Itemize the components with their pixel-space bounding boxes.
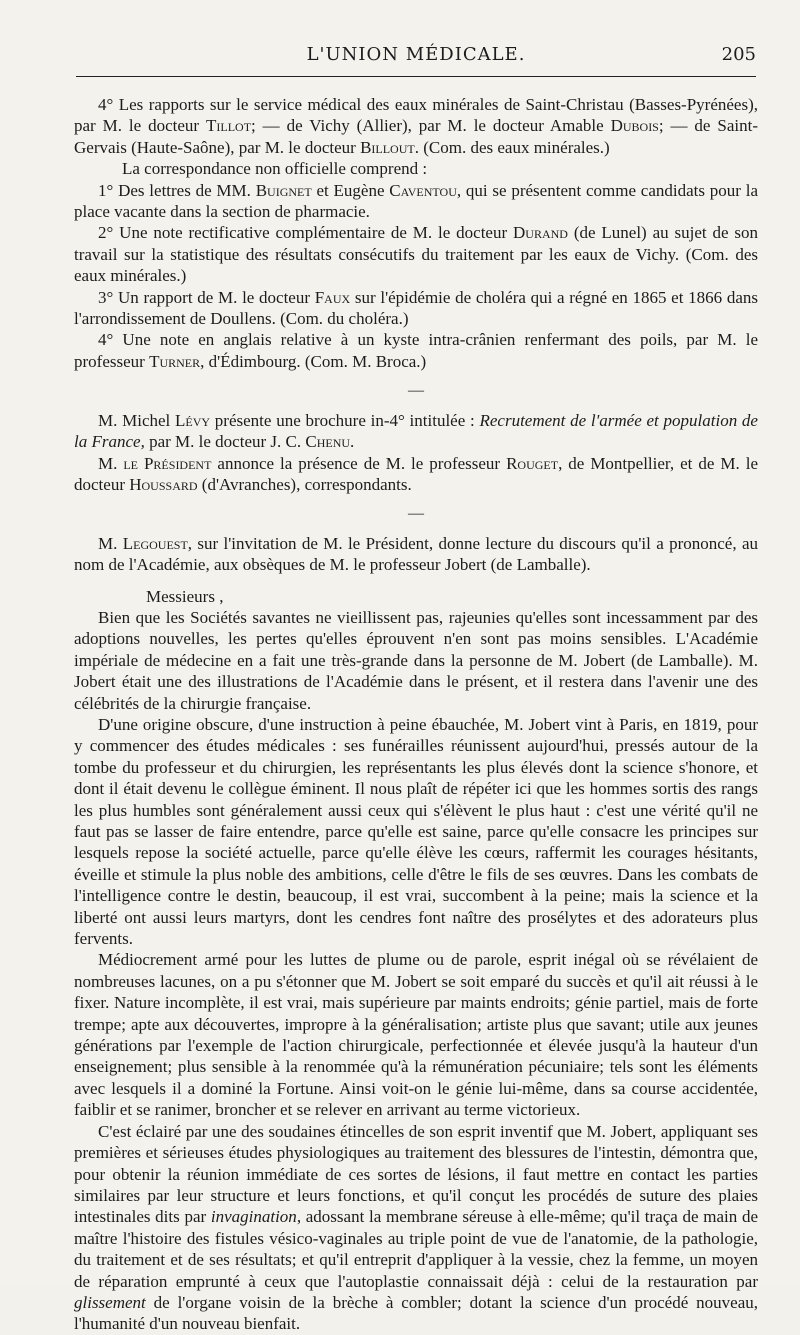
paragraph-brochure: M. Michel Lévy présente une brochure in-4° intitulée : Recrutement de l'armée et population de la France, par M. le docteur J. C. Chenu. xyxy=(74,410,758,452)
name-tillot: Tillot xyxy=(205,116,252,136)
paragraph-report-faux: 3° Un rapport de M. le docteur Faux sur l'épidémie de choléra qui a régné en 1865 et 1866 dans l'arrondissement de Doullens. (Com. du choléra.) xyxy=(74,287,758,329)
paragraph-speech-3: Médiocrement armé pour les luttes de plume ou de parole, esprit inégal où se révélaient de nombreuses lacunes, on a pu s'étonner que M. Jobert se soit emparé du succès et qu'il ait réussi à le fixer. Nature incomplète, il est vrai, mais supérieure par maints endroits; génie partiel, mais de forte trempe; apte aux découvertes, impropre à la généralisation; artiste plus que savant; utile aux jeunes générations par l'exemple de l'action chirurgicale, perfectionnée et élevée jusqu'à la hauteur d'un enseignement; plus sensible à la renommée qu'à la rémunération pécuniaire; tels sont les éléments avec lesquels il a dominé la Fortune. Ainsi voit-on le génie lui-même, dans sa course accidentée, faiblir et se ranimer, broncher et se relever en arrivant au terme victorieux. xyxy=(74,950,758,1120)
article-body xyxy=(74,94,758,1335)
term-glissement: glissement xyxy=(74,1292,146,1312)
name-president: le Président xyxy=(123,453,212,473)
name-chenu: Chenu xyxy=(305,432,351,452)
paragraph-note-turner: 4° Une note en anglais relative à un kyste intra-crânien renfermant des poils, par M. le professeur Turner, d'Édimbourg. (Com. M. Broca.) xyxy=(74,330,758,371)
header-rule xyxy=(76,76,756,77)
brochure-title: Recrutement de l'armée et population de la France, xyxy=(74,410,758,452)
paragraph-speech-1: Bien que les Sociétés savantes ne vieillissent pas, rajeunies qu'elles sont incessamment par des adoptions nouvelles, les pertes qu'elles éprouvent n'en sont pas moins sensibles. L'Académie impériale de médecine en a fait une très-grande dans la personne de M. Jobert (de Lamballe). M. Jobert était une des illustrations de l'Académie dans le présent, et il restera dans l'avenir une des célébrités de la chirurgie française. xyxy=(74,607,758,713)
name-turner: Turner xyxy=(149,351,201,371)
page-number: 205 xyxy=(721,44,756,65)
running-head: L'UNION MÉDICALE. xyxy=(306,44,526,65)
name-levy: Lévy xyxy=(175,410,211,430)
name-houssard: Houssard xyxy=(129,474,198,494)
name-billout: Billout xyxy=(360,137,415,157)
name-legouest: Legouest xyxy=(122,533,188,553)
section-separator: — xyxy=(408,382,424,400)
name-rouget: Rouget xyxy=(506,453,559,473)
paragraph-legouest: M. Legouest, sur l'invitation de M. le Président, donne lecture du discours qu'il a prononcé, au nom de l'Académie, aux obsèques de M. le professeur Jobert (de Lamballe). xyxy=(74,533,758,575)
name-dubois: Dubois xyxy=(610,116,659,136)
salutation: Messieurs , xyxy=(146,586,224,606)
section-separator: — xyxy=(408,505,424,523)
paragraph-reports: 4° Les rapports sur le service médical des eaux minérales de Saint-Christau (Basses-Pyrénées), par M. le docteur Tillot; — de Vichy (Allier), par M. le docteur Amable Dubois; — de Saint-Gervais (Haute-Saône), par M. le docteur Billout. (Com. des eaux minérales.) xyxy=(74,95,758,157)
name-caventou: Caventou xyxy=(389,180,457,200)
paragraph-correspondance: La correspondance non officielle comprend : xyxy=(122,159,428,179)
name-durand: Durand xyxy=(513,223,568,243)
name-faux: Faux xyxy=(314,287,351,307)
term-invagination: invagination xyxy=(210,1207,297,1227)
paragraph-letters: 1° Des lettres de MM. Buignet et Eugène Caventou, qui se présentent comme candidats pour la place vacante dans la section de pharmacie. xyxy=(74,180,758,222)
paragraph-president: M. le Président annonce la présence de M. le professeur Rouget, de Montpellier, et de M. le docteur Houssard (d'Avranches), correspondants. xyxy=(74,453,758,494)
paragraph-speech-4: C'est éclairé par une des soudaines étincelles de son esprit inventif que M. Jobert, appliquant ses premières et sérieuses études physiologiques au traitement des blessures de l'intestin, démontra que, pour obtenir la réunion immédiate de ces sortes de lésions, il faut mettre en contact les parties similaires par leur structure et leurs fonctions, et qu'il conçut les procédés de suture des plaies intestinales dits par invagination, adossant la membrane séreuse à elle-même; qu'il traça de main de maître l'histoire des fistules vésico-vaginales au triple point de vue de l'anatomie, de la pathologie, du traitement et de ses résultats; et qu'il entreprit d'appliquer à la vessie, chez la femme, un moyen de réparation emprunté à ceux que l'autoplastie connaissait déjà : celui de la restauration par glissement de l'organe voisin de la brèche à combler; dotant la science d'un procédé nouveau, l'humanité d'un nouveau bienfait. xyxy=(74,1121,758,1334)
name-buignet: Buignet xyxy=(255,180,312,200)
page-header xyxy=(76,44,756,74)
paragraph-note-durand: 2° Une note rectificative complémentaire de M. le docteur Durand (de Lunel) au sujet de son travail sur la statistique des résultats consécutifs du traitement par les eaux de Vichy. (Com. des eaux minérales.) xyxy=(74,223,758,286)
paragraph-speech-2: D'une origine obscure, d'une instruction à peine ébauchée, M. Jobert vint à Paris, en 1819, pour y commencer des études médicales : ses funérailles réunissent aujourd'hui, pressés autour de la tombe du professeur et du chirurgien, les représentants les plus élevés dont la science s'honore, et dont il était devenu le collègue éminent. Il nous plaît de répéter ici que les hommes sortis des rangs les plus humbles sont généralement aussi ceux qui s'élèvent le plus haut : c'est une vérité qu'il ne faut pas se lasser de faire entendre, parce qu'elle est saine, parce qu'elle consacre les principes sur lesquels repose la société actuelle, parce qu'elle élève les cœurs, raffermit les courages hésitants, éveille et stimule la plus noble des ambitions, celle d'être le fils de ses œuvres. Dans les combats de l'intelligence contre le destin, beaucoup, il est vrai, succombent à la peine; mais la science et la liberté ont aussi leurs martyrs, dont les cendres font naître des prosélytes et des adorateurs plus fervents. xyxy=(74,714,758,949)
